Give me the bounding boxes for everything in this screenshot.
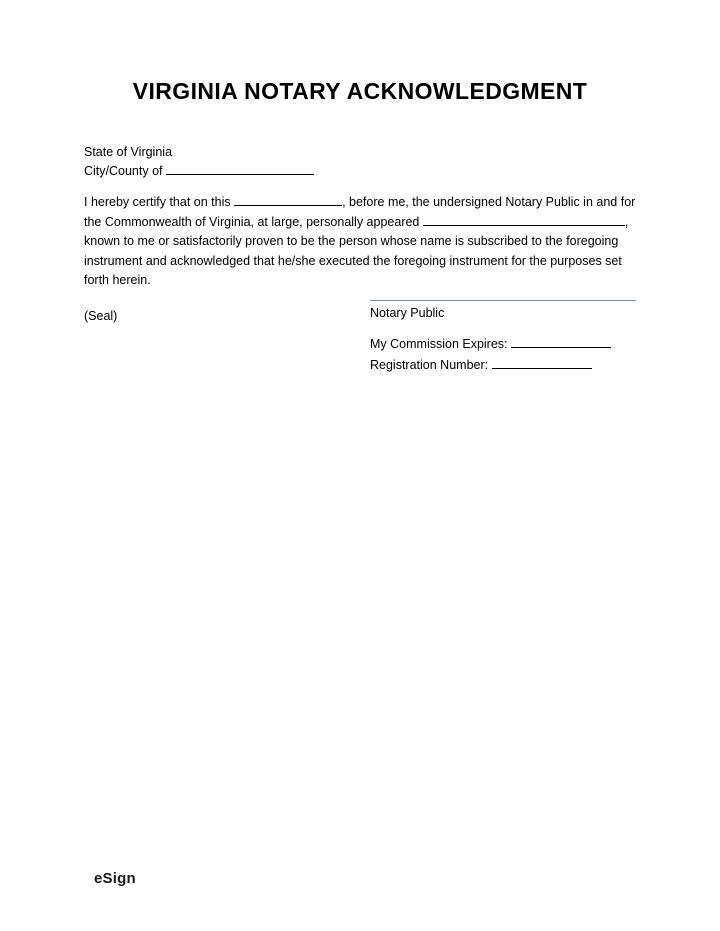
certification-text xyxy=(84,193,636,291)
certify-part-2: , before me, the undersigned Notary Public in and for the Commonwealth of Virginia, at large, personally appeared xyxy=(84,195,636,229)
county-label: City/County of xyxy=(84,164,166,178)
county-fill-field[interactable] xyxy=(166,162,314,175)
date-fill-field[interactable] xyxy=(234,193,342,206)
certify-part-1: I hereby certify that on this xyxy=(84,195,235,209)
registration-number-row xyxy=(370,355,636,376)
commission-expires-fill-field[interactable] xyxy=(511,335,611,348)
registration-number-label: Registration Number: xyxy=(370,358,492,372)
state-line: State of Virginia xyxy=(84,145,173,159)
seal-label: (Seal) xyxy=(84,309,118,323)
notary-public-label: Notary Public xyxy=(370,306,445,320)
esign-logo: eSign xyxy=(94,870,136,887)
page-title: VIRGINIA NOTARY ACKNOWLEDGMENT xyxy=(132,78,588,104)
registration-number-fill-field[interactable] xyxy=(492,356,592,369)
county-line xyxy=(84,162,636,181)
certify-part-3: , known to me or satisfactorily proven to be the person whose name is subscribed to the foregoing instrument and acknowledged that he/she executed the foregoing instrument for the purposes set forth herein. xyxy=(84,214,629,287)
certification-paragraph xyxy=(84,193,636,291)
commission-expires-row xyxy=(370,334,636,355)
signature-line[interactable] xyxy=(370,300,636,301)
commission-expires-label: My Commission Expires: xyxy=(370,337,511,351)
appearer-name-fill-field[interactable] xyxy=(423,213,625,226)
notary-signature-block xyxy=(370,300,636,376)
state-county-block xyxy=(84,143,636,181)
